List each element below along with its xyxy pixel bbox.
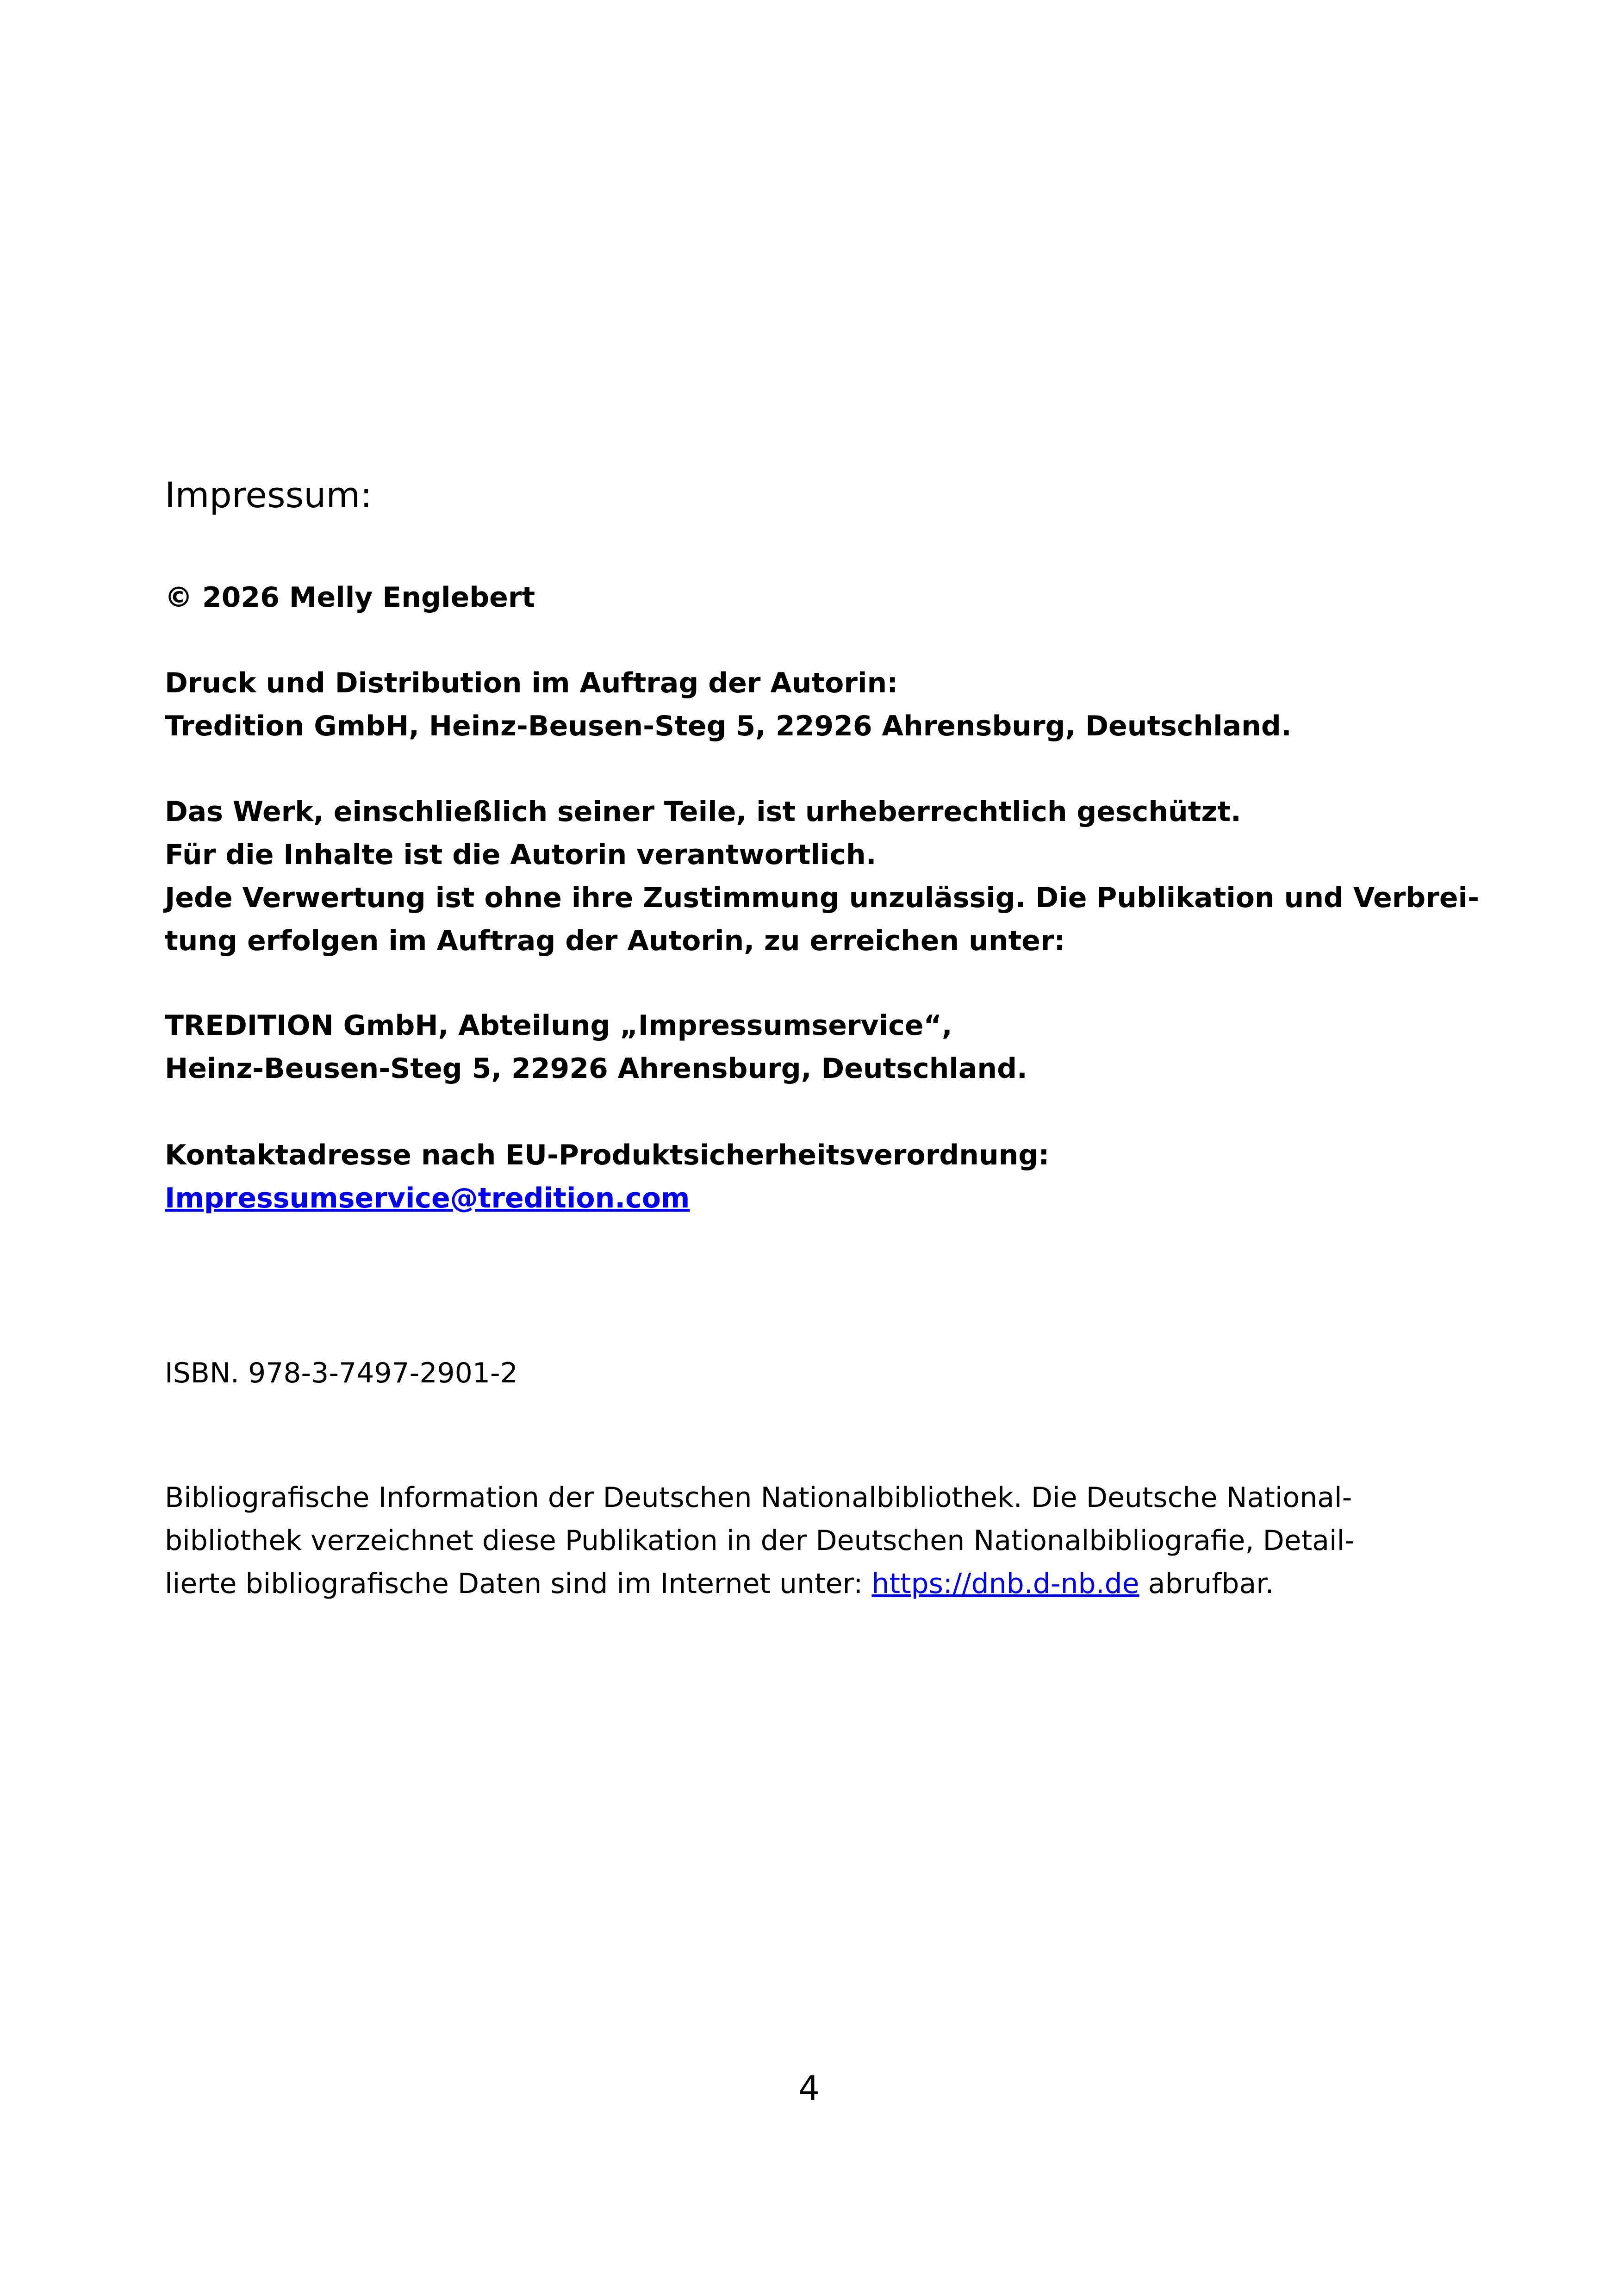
contact-email-link[interactable]: Impressumservice@tredition.com [165, 1182, 690, 1214]
printing-line-1: Druck und Distribution im Auftrag der Autorin: [165, 667, 898, 699]
bibliographic-line-2: bibliothek verzeichnet diese Publikation in der Deutschen Nationalbibliografie, Detail- [165, 1524, 1355, 1557]
rights-line-4: tung erfolgen im Auftrag der Autorin, zu erreichen unter: [165, 925, 1065, 957]
bibliographic-line-3-suffix: abrufbar. [1139, 1568, 1274, 1600]
page-number: 4 [798, 2069, 820, 2108]
printing-line-2: Tredition GmbH, Heinz-Beusen-Steg 5, 22926 Ahrensburg, Deutschland. [165, 710, 1292, 742]
rights-line-1: Das Werk, einschließlich seiner Teile, ist urheberrechtlich geschützt. [165, 796, 1241, 828]
copyright-notice: © 2026 Melly Englebert [165, 581, 535, 614]
printing-notice [165, 662, 1292, 748]
rights-line-2: Für die Inhalte ist die Autorin verantwortlich. [165, 839, 877, 871]
bibliographic-line-1: Bibliografische Information der Deutschen Nationalbibliothek. Die Deutsche National- [165, 1481, 1352, 1514]
publisher-address-line-1: TREDITION GmbH, Abteilung „Impressumservice“, [165, 1009, 952, 1042]
bibliographic-line-3-prefix: lierte bibliografische Daten sind im Internet unter: [165, 1568, 872, 1600]
publisher-address-line-2: Heinz-Beusen-Steg 5, 22926 Ahrensburg, Deutschland. [165, 1052, 1027, 1085]
isbn: ISBN. 978-3-7497-2901-2 [165, 1357, 518, 1389]
bibliographic-line-3 [165, 1562, 1355, 1605]
dnb-link[interactable]: https://dnb.d-nb.de [871, 1568, 1139, 1600]
page-title: Impressum: [165, 474, 373, 516]
rights-line-3: Jede Verwertung ist ohne ihre Zustimmung unzulässig. Die Publikation und Verbrei- [165, 882, 1480, 914]
contact-label: Kontaktadresse nach EU-Produktsicherheitsverordnung: [165, 1139, 1050, 1171]
bibliographic-information [165, 1476, 1355, 1605]
publisher-address [165, 1004, 1027, 1090]
rights-notice [165, 790, 1479, 963]
contact-section [165, 1134, 1049, 1220]
contact-email-wrapper [165, 1177, 1049, 1220]
